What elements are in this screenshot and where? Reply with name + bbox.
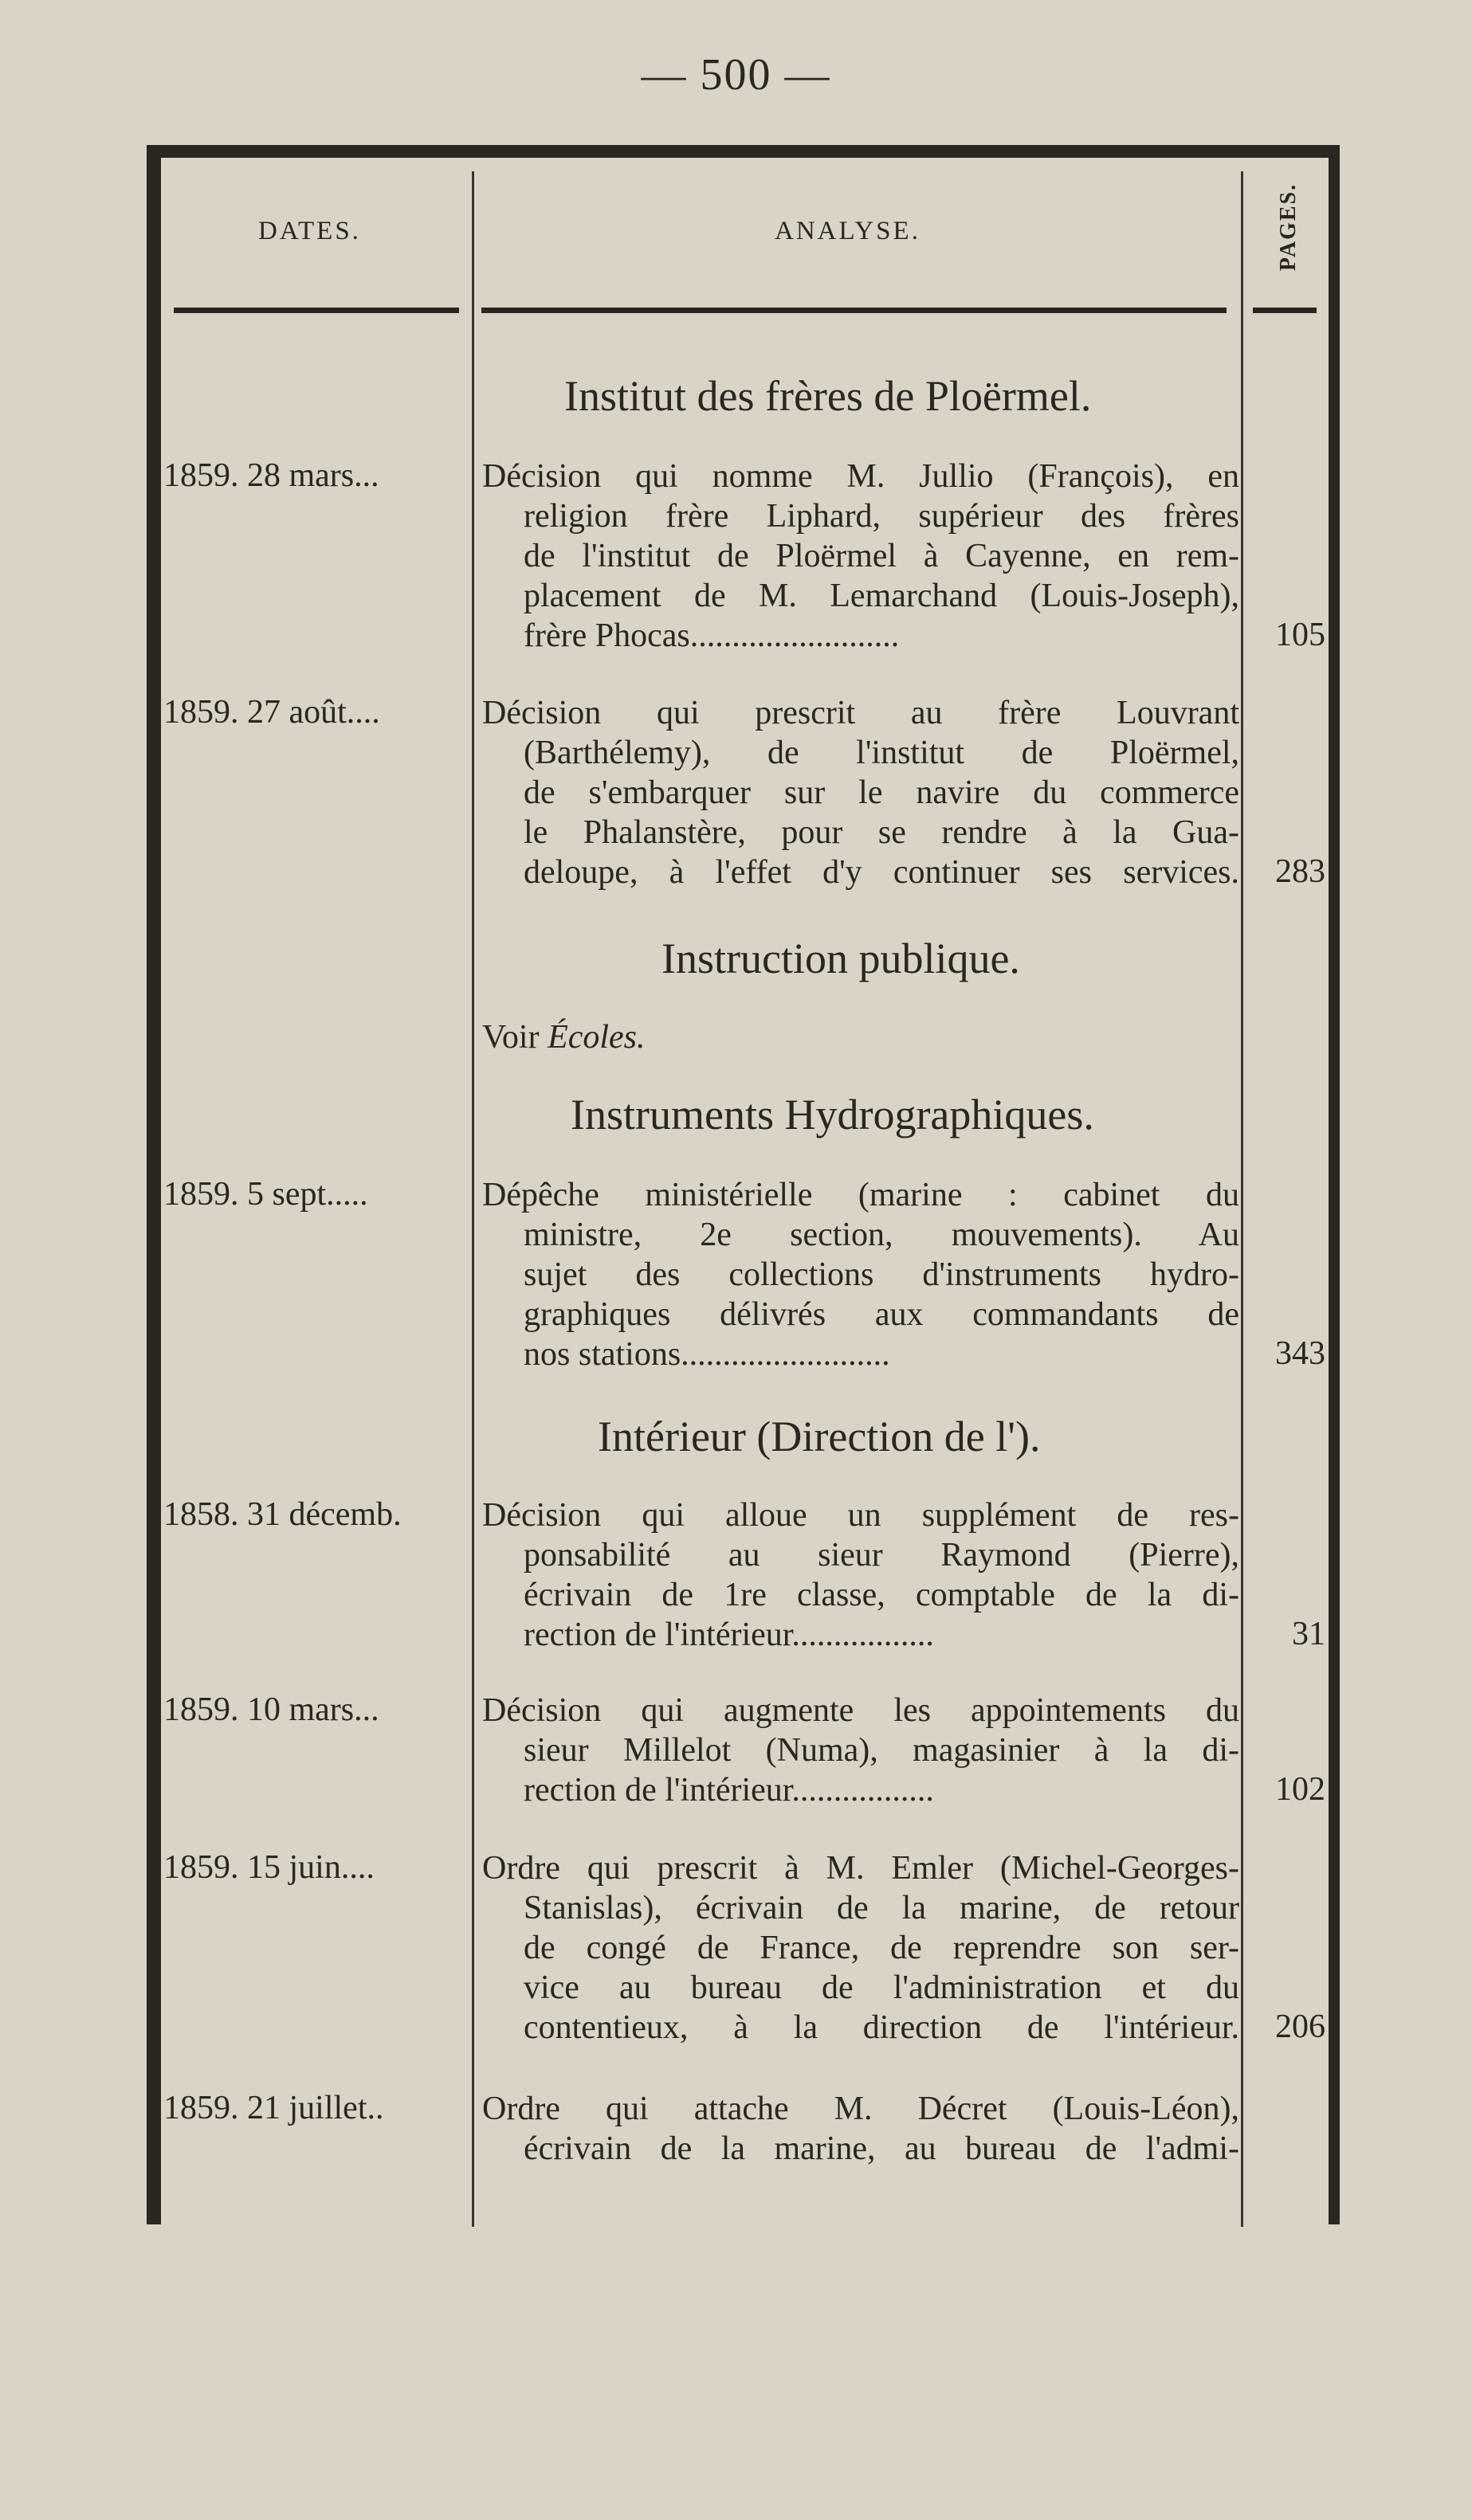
column-divider-pages: [1241, 171, 1243, 2227]
entry-text: [482, 1691, 1239, 1810]
entry-line: Ordre qui prescrit à M. Emler (Michel-Georges-: [482, 1850, 1239, 1887]
entry-line: de s'embarquer sur le navire du commerce: [524, 774, 1239, 811]
page-ref: 31: [1292, 1616, 1325, 1652]
entry-line: vice au bureau de l'administration et du: [524, 1969, 1239, 2006]
entry-date: 1859. 27 août....: [163, 694, 380, 731]
section-title: Institut des frères de Ploërmel.: [564, 372, 1092, 420]
entry-line: deloupe, à l'effet d'y continuer ses services.: [524, 854, 1239, 891]
see-also-target: Écoles.: [548, 1019, 646, 1056]
entry-line: religion frère Liphard, supérieur des frères: [524, 498, 1239, 535]
entry-line: ponsabilité au sieur Raymond (Pierre),: [524, 1537, 1239, 1574]
page-ref: 283: [1275, 853, 1325, 890]
entry-line: Décision qui prescrit au frère Louvrant: [482, 695, 1239, 731]
section-title: Intérieur (Direction de l').: [598, 1413, 1041, 1460]
entry-text: [482, 1495, 1239, 1655]
header-rule-dates: [174, 308, 459, 313]
column-divider-dates: [472, 171, 474, 2227]
header-pages: [1270, 159, 1308, 295]
entry-text: [482, 457, 1239, 656]
see-also-prefix: Voir: [482, 1019, 540, 1056]
entry-line: (Barthélemy), de l'institut de Ploërmel,: [524, 735, 1239, 771]
header-rule-analyse: [481, 308, 1227, 313]
entry-date: 1859. 10 mars...: [163, 1691, 379, 1728]
entry-text: [482, 1175, 1239, 1374]
entry-text: [482, 693, 1239, 892]
entry-line: le Phalanstère, pour se rendre à la Gua-: [524, 814, 1239, 851]
entry-line: sujet des collections d'instruments hydro-: [524, 1256, 1239, 1293]
entry-line: Ordre qui attache M. Décret (Louis-Léon),: [482, 2091, 1239, 2127]
entry-line: de l'institut de Ploërmel à Cayenne, en rem-: [524, 538, 1239, 574]
entry-line: graphiques délivrés aux commandants de: [524, 1296, 1239, 1333]
entry-line: sieur Millelot (Numa), magasinier à la di-: [524, 1732, 1239, 1769]
entry-line: nos stations.........................: [524, 1336, 890, 1373]
entry-line: frère Phocas.........................: [524, 617, 900, 654]
entry-date: 1859. 21 juillet..: [163, 2090, 384, 2126]
table-frame-left: [147, 145, 161, 2224]
page-ref: 102: [1275, 1771, 1325, 1808]
entry-line: de congé de France, de reprendre son ser-: [524, 1930, 1239, 1966]
entry-line: placement de M. Lemarchand (Louis-Joseph),: [524, 578, 1239, 614]
section-title: Instruments Hydrographiques.: [571, 1091, 1094, 1139]
header-rule-pages: [1253, 308, 1317, 313]
entry-line: rection de l'intérieur.................: [524, 1772, 934, 1809]
entry-line: Stanislas), écrivain de la marine, de retour: [524, 1890, 1239, 1926]
entry-line: Décision qui nomme M. Jullio (François), en: [482, 458, 1239, 495]
header-dates: DATES.: [258, 217, 361, 245]
entry-date: 1859. 28 mars...: [163, 457, 379, 494]
entry-line: écrivain de 1re classe, comptable de la di-: [524, 1577, 1239, 1613]
entry-line: écrivain de la marine, au bureau de l'admi-: [524, 2130, 1239, 2167]
table-frame-right: [1329, 145, 1340, 2224]
see-also: [482, 1018, 646, 1056]
entry-line: ministre, 2e section, mouvements). Au: [524, 1217, 1239, 1253]
entry-line: Décision qui augmente les appointements du: [482, 1692, 1239, 1729]
entry-line: Dépêche ministérielle (marine : cabinet du: [482, 1177, 1239, 1213]
page-ref: 343: [1275, 1335, 1325, 1372]
header-analyse: ANALYSE.: [775, 217, 920, 245]
entry-date: 1859. 15 juin....: [163, 1849, 375, 1886]
entry-text: [482, 2089, 1239, 2169]
entry-line: contentieux, à la direction de l'intérieur.: [524, 2009, 1239, 2046]
entry-line: rection de l'intérieur.................: [524, 1617, 934, 1653]
page-ref: 206: [1275, 2009, 1325, 2045]
entry-date: 1859. 5 sept.....: [163, 1176, 368, 1213]
entry-line: Décision qui alloue un supplément de res-: [482, 1497, 1239, 1534]
page-number: — 500 —: [641, 50, 831, 100]
entry-date: 1858. 31 décemb.: [163, 1496, 402, 1533]
section-title: Instruction publique.: [661, 935, 1020, 982]
header-pages-label: PAGES.: [1276, 182, 1301, 272]
table-frame-top: [147, 145, 1340, 158]
page-ref: 105: [1275, 617, 1325, 653]
entry-text: [482, 1848, 1239, 2048]
